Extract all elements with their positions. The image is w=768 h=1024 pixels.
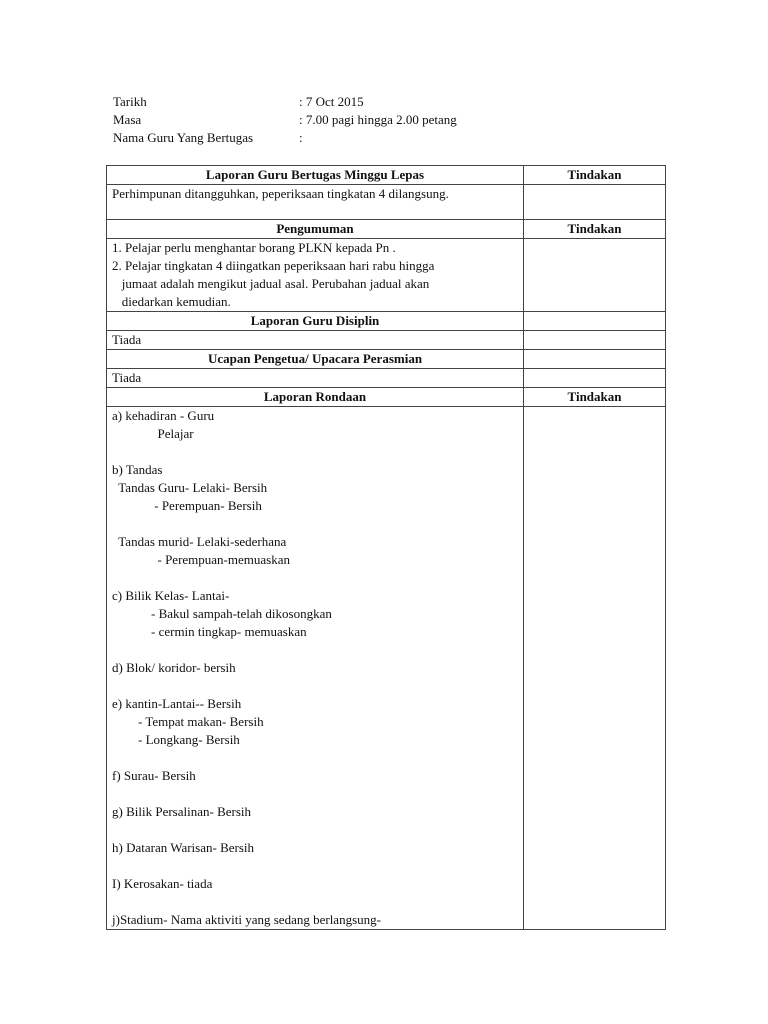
disiplin-title: Laporan Guru Disiplin <box>107 312 524 331</box>
rondaan-body-row <box>107 407 666 930</box>
rondaan-line: g) Bilik Persalinan- Bersih <box>112 804 252 819</box>
masa-value: : 7.00 pagi hingga 2.00 petang <box>299 112 457 127</box>
rondaan-title: Laporan Rondaan <box>107 388 524 407</box>
ucapan-body-row <box>107 369 666 388</box>
rondaan-line <box>112 821 518 839</box>
rondaan-line: - Tempat makan- Bersih <box>112 714 264 729</box>
disiplin-tindakan-cell <box>524 331 666 350</box>
pengumuman-body-row <box>107 239 666 312</box>
ucapan-tindakan-cell <box>524 369 666 388</box>
rondaan-line: h) Dataran Warisan- Bersih <box>112 840 255 855</box>
pengumuman-line: 2. Pelajar tingkatan 4 diingatkan peperiksaan hari rabu hingga <box>112 258 435 273</box>
rondaan-line: I) Kerosakan- tiada <box>112 876 213 891</box>
header-info <box>113 93 457 147</box>
rondaan-header-row <box>107 388 666 407</box>
pengumuman-tindakan-header: Tindakan <box>524 220 666 239</box>
rondaan-line: b) Tandas <box>112 462 163 477</box>
rondaan-line: - cermin tingkap- memuaskan <box>112 624 307 639</box>
rondaan-line: Tandas murid- Lelaki-sederhana <box>112 534 287 549</box>
rondaan-line: - Perempuan- Bersih <box>112 498 262 513</box>
tarikh-value: : 7 Oct 2015 <box>299 94 364 109</box>
rondaan-line <box>112 677 518 695</box>
rondaan-line: a) kehadiran - Guru <box>112 408 215 423</box>
laporan-lepas-title: Laporan Guru Bertugas Minggu Lepas <box>107 166 524 185</box>
laporan-lepas-tindakan-header: Tindakan <box>524 166 666 185</box>
disiplin-header-row <box>107 312 666 331</box>
rondaan-line: - Perempuan-memuaskan <box>112 552 290 567</box>
laporan-lepas-body: Perhimpunan ditangguhkan, peperiksaan tingkatan 4 dilangsung. <box>107 185 524 220</box>
rondaan-line: - Bakul sampah-telah dikosongkan <box>112 606 332 621</box>
pengumuman-line: diedarkan kemudian. <box>112 294 231 309</box>
guru-value: : <box>299 130 303 145</box>
rondaan-line: Pelajar <box>112 426 194 441</box>
laporan-lepas-body-row <box>107 185 666 220</box>
rondaan-line: f) Surau- Bersih <box>112 768 196 783</box>
disiplin-body: Tiada <box>107 331 524 350</box>
ucapan-tindakan-header-cell <box>524 350 666 369</box>
rondaan-line <box>112 893 518 911</box>
rondaan-line <box>112 443 518 461</box>
pengumuman-tindakan-cell <box>524 239 666 312</box>
disiplin-tindakan-header-cell <box>524 312 666 331</box>
ucapan-header-row <box>107 350 666 369</box>
pengumuman-title: Pengumuman <box>107 220 524 239</box>
rondaan-line: c) Bilik Kelas- Lantai- <box>112 588 230 603</box>
rondaan-line <box>112 515 518 533</box>
rondaan-line <box>112 749 518 767</box>
guru-row <box>113 129 457 147</box>
guru-label: Nama Guru Yang Bertugas <box>113 130 254 145</box>
masa-label: Masa <box>113 112 142 127</box>
pengumuman-line: 1. Pelajar perlu menghantar borang PLKN kepada Pn . <box>112 240 396 255</box>
report-table <box>106 165 666 930</box>
pengumuman-line: jumaat adalah mengikut jadual asal. Perubahan jadual akan <box>112 276 430 291</box>
rondaan-line <box>112 641 518 659</box>
disiplin-body-row <box>107 331 666 350</box>
rondaan-tindakan-cell <box>524 407 666 930</box>
masa-row <box>113 111 457 129</box>
rondaan-line: d) Blok/ koridor- bersih <box>112 660 236 675</box>
rondaan-body <box>107 407 524 930</box>
pengumuman-body <box>107 239 524 312</box>
tarikh-label: Tarikh <box>113 94 147 109</box>
rondaan-line: j)Stadium- Nama aktiviti yang sedang berlangsung- <box>112 912 381 927</box>
rondaan-line <box>112 785 518 803</box>
rondaan-line: - Longkang- Bersih <box>112 732 240 747</box>
tarikh-row <box>113 93 457 111</box>
ucapan-body: Tiada <box>107 369 524 388</box>
rondaan-line <box>112 857 518 875</box>
rondaan-line: Tandas Guru- Lelaki- Bersih <box>112 480 268 495</box>
rondaan-tindakan-header: Tindakan <box>524 388 666 407</box>
laporan-lepas-header-row <box>107 166 666 185</box>
ucapan-title: Ucapan Pengetua/ Upacara Perasmian <box>107 350 524 369</box>
laporan-lepas-tindakan-cell <box>524 185 666 220</box>
rondaan-line: e) kantin-Lantai-- Bersih <box>112 696 242 711</box>
rondaan-line <box>112 569 518 587</box>
pengumuman-header-row <box>107 220 666 239</box>
